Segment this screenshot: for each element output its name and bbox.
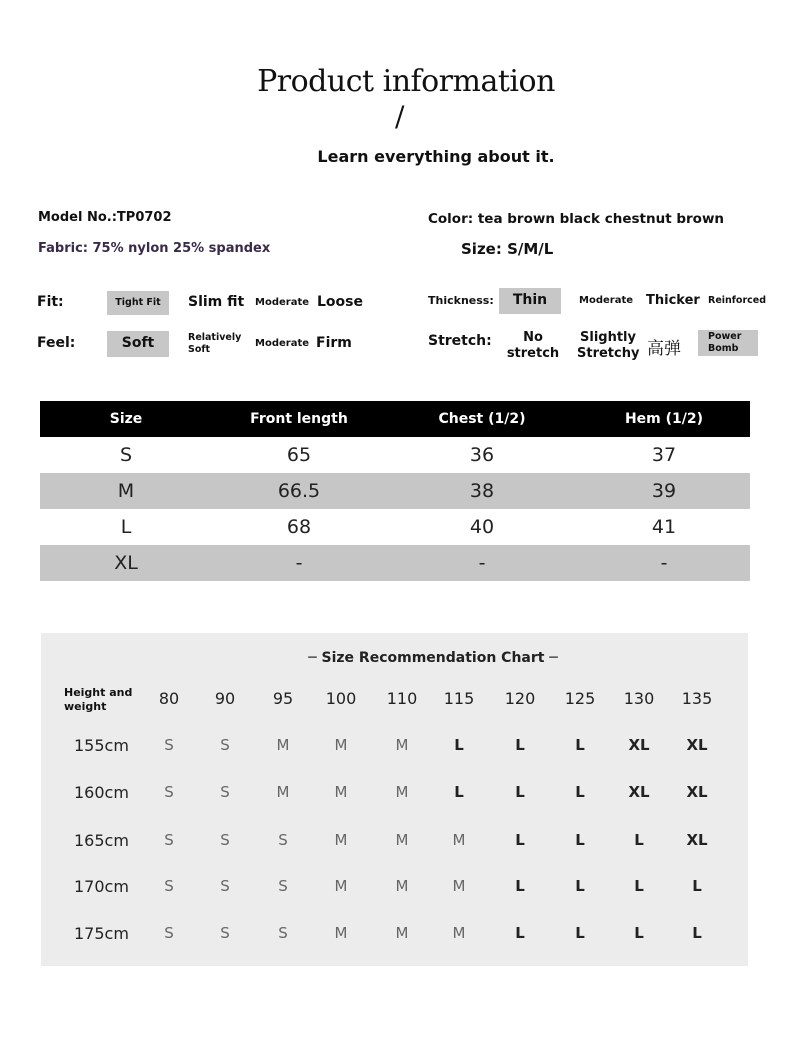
recommendation-title-text: Size Recommendation Chart — [321, 650, 545, 666]
table-row — [40, 509, 750, 545]
recommended-size-cell: L — [515, 924, 525, 942]
height-label: 175cm — [74, 924, 129, 943]
hem-cell: - — [660, 552, 668, 574]
recommended-size-cell: M — [452, 831, 466, 849]
model-number: Model No.:TP0702 — [38, 210, 172, 225]
title-dash-left: ─ — [308, 650, 322, 666]
recommended-size-cell: M — [276, 736, 290, 754]
fit-option-slim-fit: Slim fit — [188, 294, 245, 310]
hem-cell: 41 — [651, 516, 677, 538]
recommended-size-cell: S — [220, 877, 230, 895]
front-length-cell: 66.5 — [277, 480, 321, 502]
recommended-size-cell: S — [164, 783, 174, 801]
title-dash-right: ─ — [544, 650, 558, 666]
size-cell: L — [120, 516, 132, 538]
recommended-size-cell: L — [575, 736, 585, 754]
page-subtitle: Learn everything about it. — [317, 147, 555, 166]
weight-header: 90 — [214, 689, 236, 708]
recommended-size-cell: XL — [628, 783, 650, 801]
recommended-size-cell: M — [395, 783, 409, 801]
recommended-size-cell: L — [575, 924, 585, 942]
recommended-size-cell: S — [278, 877, 288, 895]
size-table-header-hem: Hem (1/2) — [624, 411, 704, 427]
size-cell: XL — [114, 552, 138, 574]
recommended-size-cell: M — [395, 877, 409, 895]
recommended-size-cell: S — [164, 736, 174, 754]
weight-header: 120 — [504, 689, 536, 708]
stretch-option-no-stretch: No stretch — [506, 330, 560, 361]
thickness-option-thin: Thin — [499, 288, 561, 314]
recommended-size-cell: L — [515, 783, 525, 801]
recommended-size-cell: S — [220, 831, 230, 849]
stretch-option-slightly-stretchy: Slightly Stretchy — [577, 330, 640, 361]
height-label: 155cm — [74, 736, 129, 755]
front-length-cell: - — [295, 552, 303, 574]
size-table-header-chest: Chest (1/2) — [438, 411, 526, 427]
weight-header: 130 — [623, 689, 655, 708]
stretch-option-power-bomb: Power Bomb — [698, 330, 758, 356]
color-info: Color: tea brown black chestnut brown — [428, 211, 725, 227]
size-table-header — [40, 401, 750, 437]
height-label: 160cm — [74, 783, 129, 802]
recommended-size-cell: S — [220, 736, 230, 754]
recommended-size-cell: L — [575, 831, 585, 849]
size-recommendation-chart — [41, 633, 748, 966]
thickness-label: Thickness: — [428, 294, 494, 307]
weight-header: 100 — [325, 689, 357, 708]
weight-header: 95 — [272, 689, 294, 708]
size-table-header-front-length: Front length — [250, 411, 348, 427]
weight-header: 125 — [564, 689, 596, 708]
feel-option-relatively-soft: Relatively Soft — [188, 332, 242, 355]
chest-cell: - — [478, 552, 486, 574]
hem-cell: 37 — [651, 444, 677, 466]
recommended-size-cell: L — [515, 877, 525, 895]
weight-header: 110 — [386, 689, 418, 708]
recommendation-corner-label: Height and weight — [64, 686, 133, 713]
fit-option-moderate: Moderate — [255, 297, 310, 308]
recommended-size-cell: L — [515, 831, 525, 849]
recommended-size-cell: M — [395, 831, 409, 849]
recommended-size-cell: S — [278, 831, 288, 849]
thickness-option-thicker: Thicker — [646, 293, 700, 308]
recommended-size-cell: S — [164, 924, 174, 942]
recommended-size-cell: L — [454, 783, 464, 801]
recommended-size-cell: L — [634, 924, 644, 942]
feel-label: Feel: — [37, 335, 76, 351]
recommended-size-cell: M — [334, 783, 348, 801]
recommended-size-cell: S — [164, 877, 174, 895]
recommended-size-cell: XL — [686, 783, 708, 801]
fit-option-loose: Loose — [317, 294, 363, 310]
front-length-cell: 68 — [286, 516, 312, 538]
recommended-size-cell: S — [278, 924, 288, 942]
page-title: Product information — [257, 64, 555, 99]
recommended-size-cell: M — [395, 924, 409, 942]
table-row — [40, 545, 750, 581]
front-length-cell: 65 — [286, 444, 312, 466]
size-info: Size: S/M/L — [461, 240, 554, 258]
chest-cell: 38 — [469, 480, 495, 502]
recommended-size-cell: L — [634, 831, 644, 849]
title-slash: / — [395, 100, 405, 133]
weight-header: 135 — [681, 689, 713, 708]
size-table — [40, 401, 750, 581]
recommended-size-cell: S — [164, 831, 174, 849]
recommended-size-cell: L — [692, 924, 702, 942]
chest-cell: 40 — [469, 516, 495, 538]
recommended-size-cell: XL — [686, 831, 708, 849]
size-cell: S — [119, 444, 133, 466]
recommendation-title — [41, 650, 790, 666]
recommended-size-cell: L — [634, 877, 644, 895]
size-table-header-size: Size — [109, 411, 143, 427]
fit-label: Fit: — [37, 294, 64, 310]
recommended-size-cell: M — [452, 924, 466, 942]
thickness-option-reinforced: Reinforced — [708, 295, 766, 306]
weight-header: 115 — [443, 689, 475, 708]
height-label: 170cm — [74, 877, 129, 896]
thickness-option-moderate: Moderate — [579, 295, 634, 306]
chest-cell: 36 — [469, 444, 495, 466]
recommended-size-cell: M — [334, 877, 348, 895]
recommended-size-cell: M — [395, 736, 409, 754]
recommended-size-cell: L — [515, 736, 525, 754]
height-label: 165cm — [74, 831, 129, 850]
recommended-size-cell: L — [575, 783, 585, 801]
fabric-info: Fabric: 75% nylon 25% spandex — [38, 241, 271, 256]
recommended-size-cell: L — [575, 877, 585, 895]
feel-option-moderate: Moderate — [255, 338, 310, 349]
weight-header: 80 — [158, 689, 180, 708]
table-row — [40, 437, 750, 473]
size-cell: M — [117, 480, 135, 502]
recommended-size-cell: L — [454, 736, 464, 754]
recommended-size-cell: S — [220, 924, 230, 942]
stretch-label: Stretch: — [428, 333, 492, 349]
recommended-size-cell: M — [334, 924, 348, 942]
recommended-size-cell: M — [334, 736, 348, 754]
stretch-option-high-elastic: 高弹 — [647, 339, 681, 359]
feel-option-soft: Soft — [107, 331, 169, 357]
feel-option-firm: Firm — [316, 335, 352, 351]
recommended-size-cell: M — [334, 831, 348, 849]
recommended-size-cell: M — [276, 783, 290, 801]
recommended-size-cell: S — [220, 783, 230, 801]
recommended-size-cell: L — [692, 877, 702, 895]
recommended-size-cell: M — [452, 877, 466, 895]
hem-cell: 39 — [651, 480, 677, 502]
recommended-size-cell: XL — [686, 736, 708, 754]
recommended-size-cell: XL — [628, 736, 650, 754]
fit-option-tight-fit: Tight Fit — [107, 291, 169, 315]
table-row — [40, 473, 750, 509]
